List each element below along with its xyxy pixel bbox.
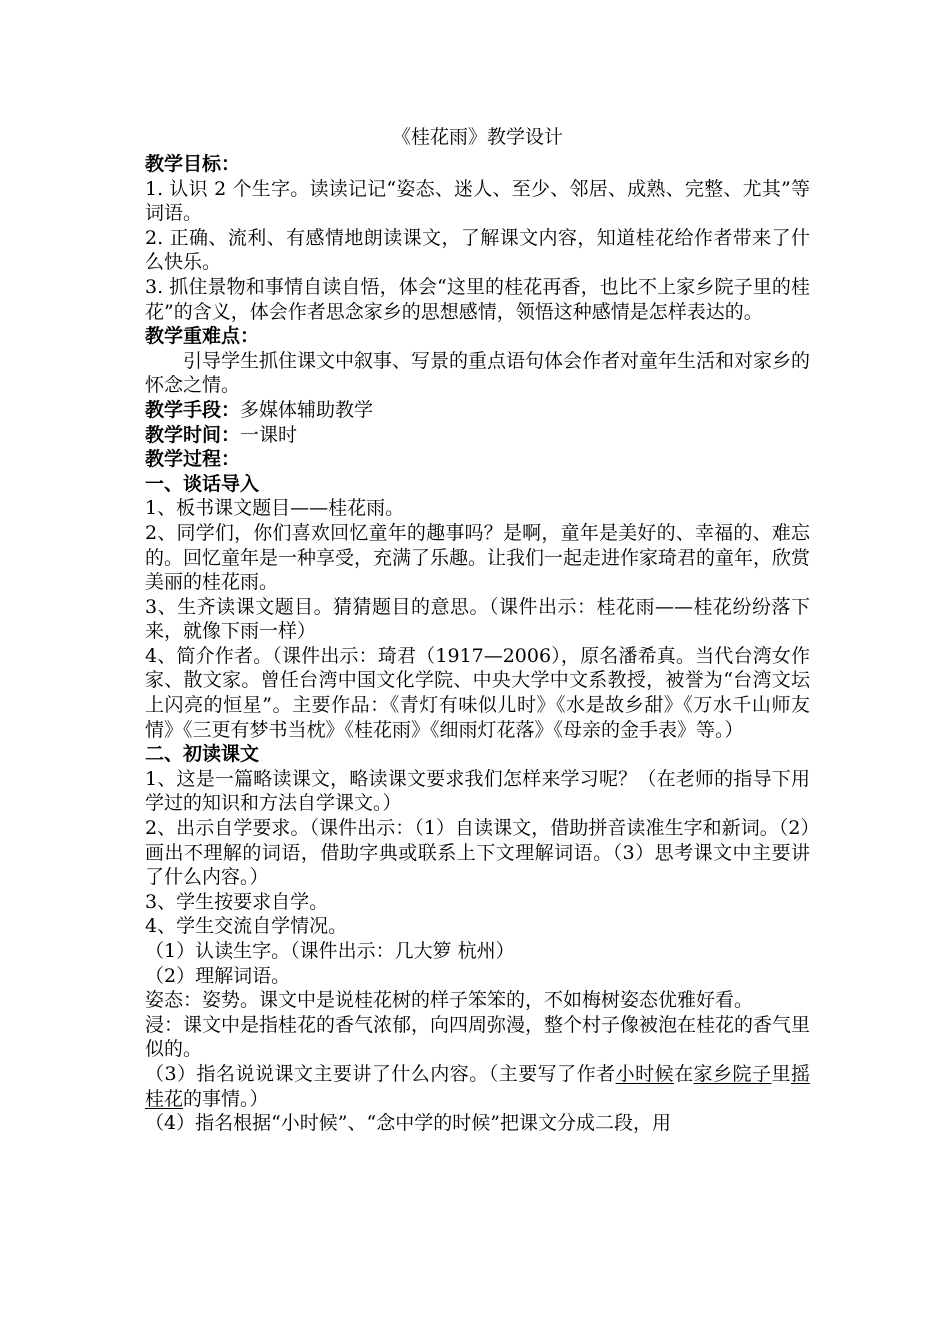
key-text: 引导学生抓住课文中叙事、写景的重点语句体会作者对童年生活和对家乡的怀念之情。 — [145, 349, 811, 397]
time-line — [145, 423, 810, 448]
section-1-item-3: 3、生齐读课文题目。猜猜题目的意思。（课件出示：桂花雨——桂花纷纷落下来，就像下雨一样） — [145, 595, 810, 643]
section-1-item-4: 4、简介作者。（课件出示：琦君（1917—2006），原名潘希真。当代台湾女作家、散文家。曾任台湾中国文化学院、中央大学中文系教授，被誉为“台湾文坛上闪亮的恒星”。主要作品：《青灯有味似儿时》《水是故乡甜》《万水千山师友情》《三更有梦书当枕》《桂花雨》《细雨灯花落》《母亲的金手表》等。） — [145, 644, 810, 741]
section-2-sub-1: （1）认读生字。（课件出示：几大箩 杭州） — [145, 940, 515, 962]
section-2-sub-2: （2）理解词语。 — [145, 964, 291, 987]
section-2-item-1: 1、这是一篇略读课文，略读课文要求我们怎样来学习呢？（在老师的指导下用学过的知识和方法自学课文。） — [145, 767, 810, 815]
sub-3-text-d: 的事情。） — [183, 1087, 269, 1110]
goal-1: 1. 认识 2 个生字。读读记记“姿态、迷人、至少、邻居、成熟、完整、尤其”等词语。 — [145, 177, 810, 225]
sub-3-text-a: （3）指名说说课文主要讲了什么内容。（主要写了作者 — [145, 1062, 616, 1085]
section-1-item-1: 1、板书课文题目——桂花雨。 — [145, 497, 405, 520]
underlined-childhood: 小时候 — [615, 1062, 675, 1085]
goal-2: 2. 正确、流利、有感情地朗读课文，了解课文内容，知道桂花给作者带来了什么快乐。 — [145, 226, 810, 274]
process-heading: 教学过程： — [145, 448, 241, 471]
section-1-heading: 一、谈话导入 — [145, 472, 260, 495]
sub-3-text-b: 在 — [674, 1062, 694, 1085]
means-value: 多媒体辅助教学 — [240, 398, 374, 421]
word-explanation-2: 浸：课文中是指桂花的香气浓郁，向四周弥漫，整个村子像被泡在桂花的香气里似的。 — [145, 1013, 811, 1061]
underlined-home-yard: 家乡院子 — [693, 1062, 772, 1085]
means-line — [145, 398, 810, 423]
underlined-shake-osmanthus: 摇桂花 — [145, 1062, 810, 1110]
section-2-item-3: 3、学生按要求自学。 — [145, 890, 329, 913]
time-label: 教学时间： — [145, 423, 241, 446]
time-value: 一课时 — [240, 423, 298, 446]
word-explanation-1: 姿态：姿势。课文中是说桂花树的样子笨笨的，不如梅树姿态优雅好看。 — [145, 989, 754, 1012]
section-1-item-2: 2、同学们，你们喜欢回忆童年的趣事吗？是啊，童年是美好的、幸福的、难忘的。回忆童年是一种享受，充满了乐趣。让我们一起走进作家琦君的童年，欣赏美丽的桂花雨。 — [145, 521, 811, 594]
goals-heading: 教学目标： — [145, 153, 241, 175]
goal-3: 3. 抓住景物和事情自读自悟，体会“这里的桂花再香，也比不上家乡院子里的桂花”的含义，体会作者思念家乡的思想感情，领悟这种感情是怎样表达的。 — [145, 275, 810, 323]
means-label: 教学手段： — [145, 398, 241, 421]
section-2-item-4: 4、学生交流自学情况。 — [145, 915, 348, 938]
document-title: 《桂花雨》教学设计 — [391, 126, 563, 148]
section-2-item-2: 2、出示自学要求。（课件出示：（1）自读课文，借助拼音读准生字和新词。（2）画出不理解的词语，借助字典或联系上下文理解词语。（3）思考课文中主要讲了什么内容。） — [145, 817, 810, 889]
section-2-sub-3 — [145, 1062, 810, 1111]
section-2-sub-4: （4）指名根据“小时候”、“念中学的时候”把课文分成二段，用 — [145, 1112, 671, 1135]
section-2-heading: 二、初读课文 — [145, 743, 260, 766]
sub-3-text-c: 里 — [771, 1062, 791, 1085]
key-heading: 教学重难点： — [145, 325, 260, 348]
